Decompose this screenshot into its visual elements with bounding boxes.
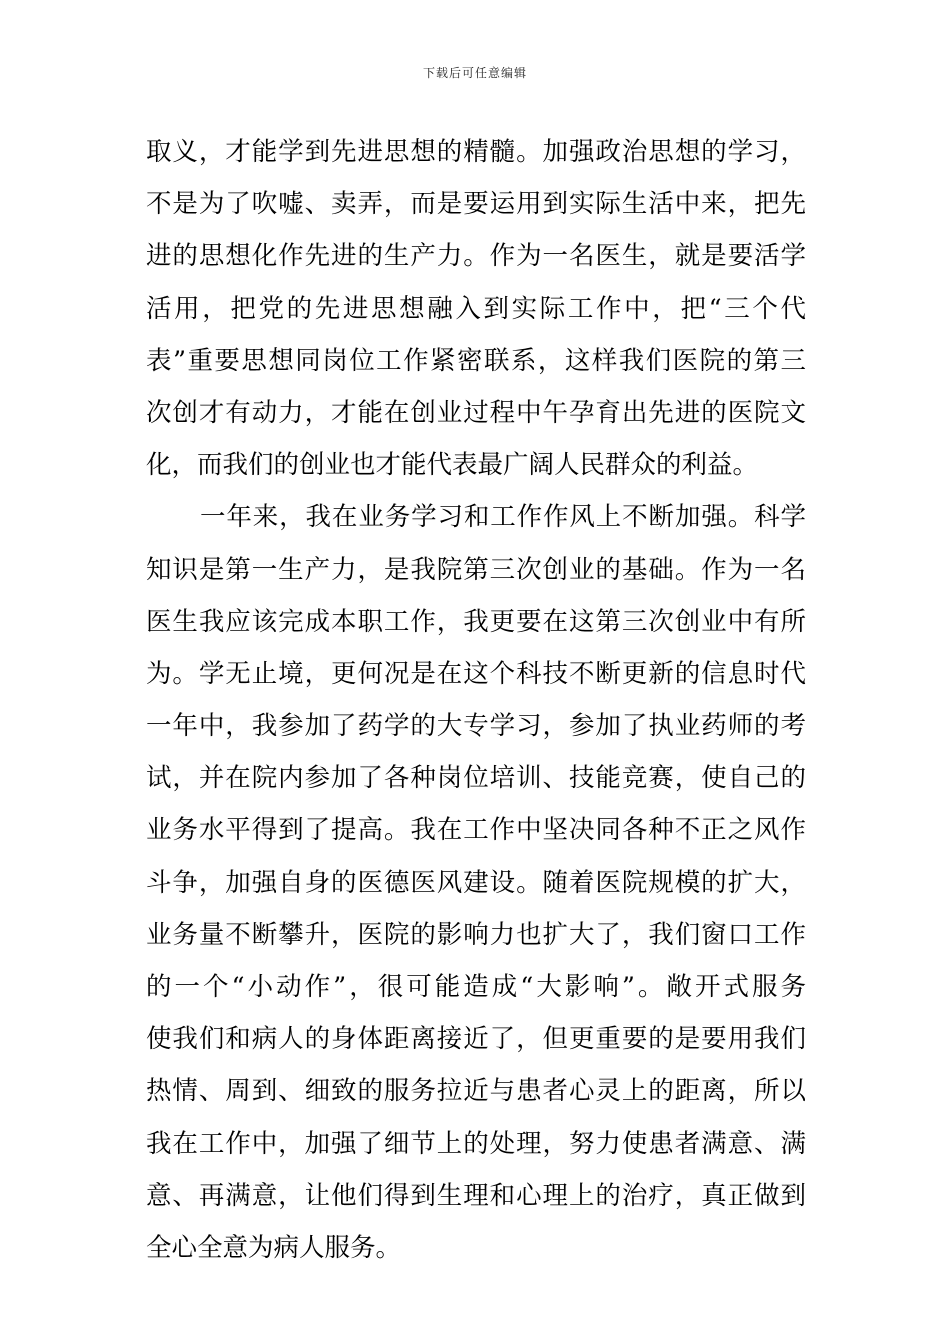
page-header: 下载后可任意编辑	[422, 66, 527, 80]
text-line: 的一个“小动作”，很可能造成“大影响”。敞开式服务	[146, 972, 806, 1002]
text-line: 业务水平得到了提高。我在工作中坚决同各种不正之风作	[146, 815, 806, 846]
text-line: 次创才有动力，才能在创业过程中午孕育出先进的医院文	[146, 397, 806, 428]
text-line: 表”重要思想同岗位工作紧密联系，这样我们医院的第三	[146, 345, 806, 376]
text-line: 全心全意为病人服务。	[146, 1232, 402, 1263]
text-line: 为。学无止境，更何况是在这个科技不断更新的信息时代	[146, 658, 806, 689]
text-line: 取义，才能学到先进思想的精髓。加强政治思想的学习，	[146, 137, 806, 167]
text-line: 不是为了吹嘘、卖弄，而是要运用到实际生活中来，把先	[146, 189, 806, 220]
text-line: 知识是第一生产力，是我院第三次创业的基础。作为一名	[146, 554, 806, 585]
text-line: 进的思想化作先进的生产力。作为一名医生，就是要活学	[146, 241, 806, 272]
text-line: 医生我应该完成本职工作，我更要在这第三次创业中有所	[146, 606, 806, 637]
text-line: 试，并在院内参加了各种岗位培训、技能竞赛，使自己的	[146, 763, 806, 794]
text-line: 一年中，我参加了药学的大专学习，参加了执业药师的考	[146, 711, 806, 742]
text-line: 使我们和病人的身体距离接近了，但更重要的是要用我们	[146, 1024, 806, 1055]
text-line: 斗争，加强自身的医德医风建设。随着医院规模的扩大，	[146, 867, 806, 898]
text-line: 活用，把党的先进思想融入到实际工作中，把“三个代	[146, 293, 806, 324]
text-line: 意、再满意，让他们得到生理和心理上的治疗，真正做到	[146, 1180, 806, 1211]
text-line: 一年来，我在业务学习和工作作风上不断加强。科学	[200, 502, 806, 533]
text-line: 我在工作中，加强了细节上的处理，努力使患者满意、满	[146, 1128, 806, 1159]
text-line: 热情、周到、细致的服务拉近与患者心灵上的距离，所以	[146, 1076, 806, 1107]
document-body	[146, 126, 806, 1274]
text-line: 化，而我们的创业也才能代表最广阔人民群众的利益。	[146, 450, 759, 481]
text-line: 业务量不断攀升，医院的影响力也扩大了，我们窗口工作	[146, 919, 806, 950]
